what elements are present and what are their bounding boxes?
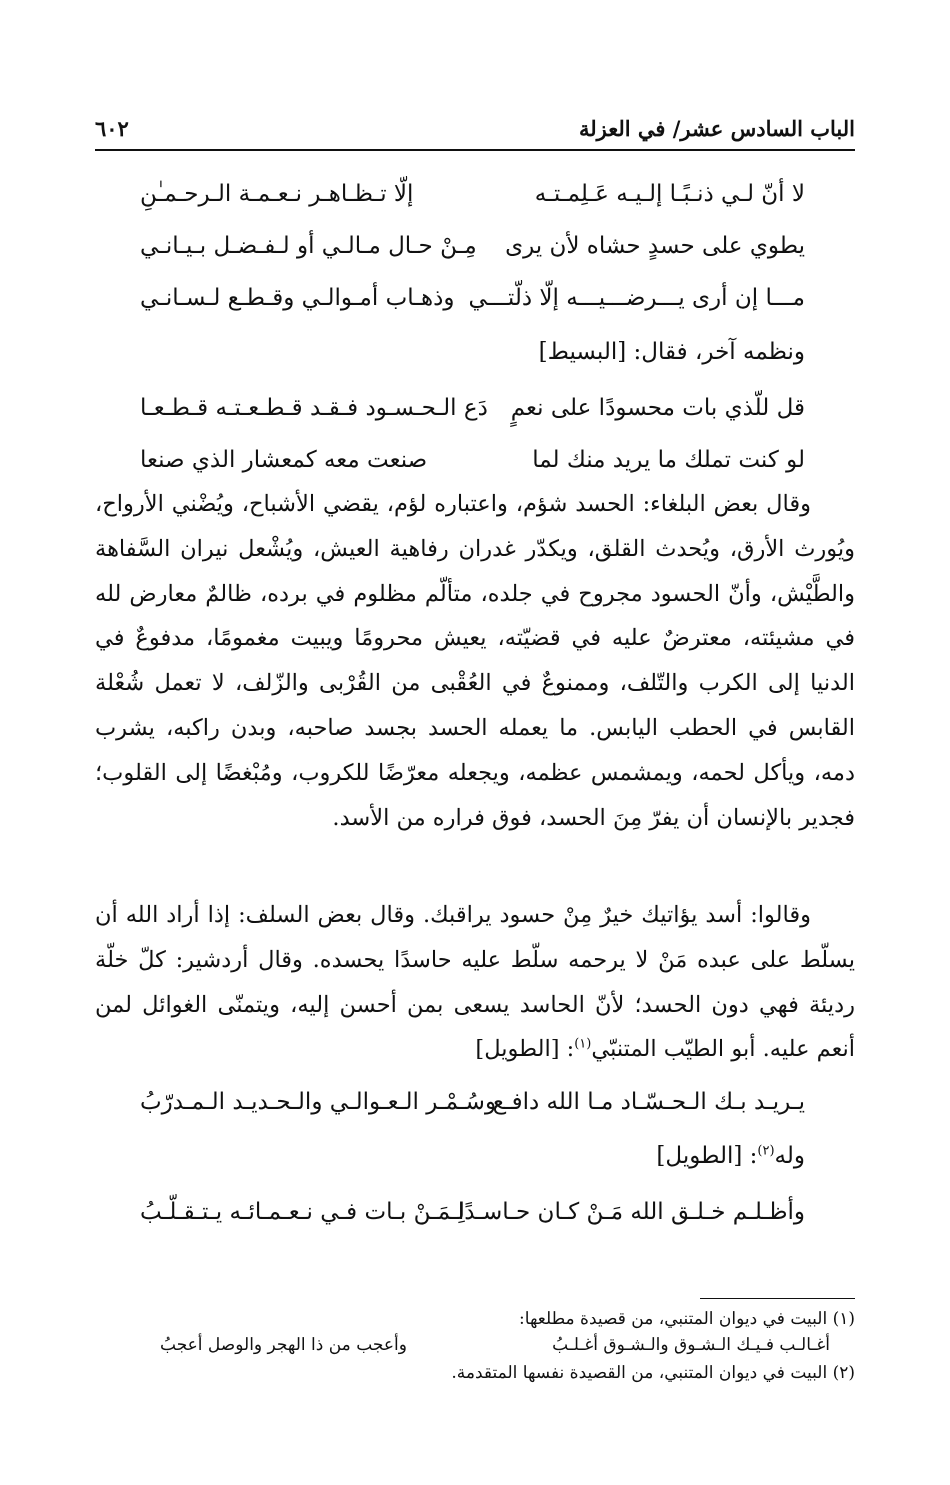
meter-label: : [الطويل]	[475, 1036, 575, 1063]
chapter-title: الباب السادس عشر/ في العزلة	[578, 116, 855, 141]
footnote-ref: (٢)	[757, 1143, 775, 1159]
verse-hemistich-second: صنعت معه كمعشار الذي صنعا	[140, 447, 428, 473]
intro-line: ونظمه آخر، فقال: [البسيط]	[538, 339, 805, 365]
verse-hemistich-second: وذهـاب أمـوالـي وقـطـع لـسـانـي	[140, 285, 455, 311]
footnote-2: (٢) البيت في ديوان المتنبي، من القصيدة نفسها المتقدمة.	[451, 1363, 855, 1383]
verse-hemistich-first: يطوي على حسدٍ حشاه لأن يرى	[505, 233, 805, 259]
body-paragraph	[95, 893, 855, 1072]
verse-line	[140, 1080, 805, 1124]
verse-line	[140, 224, 805, 268]
verse-hemistich-first: قل للّذي بات محسودًا على نعمٍ	[510, 395, 805, 421]
verse-line	[140, 172, 805, 216]
verse-hemistich-second: وأعجب من ذا الهجر والوصل أعجبُ	[160, 1335, 407, 1355]
verse-line	[140, 276, 805, 320]
verse-hemistich-second: إلّا تـظـاهـر نـعـمـة الـرحـمـٰنِ	[140, 181, 414, 207]
verse-hemistich-first: وأظـلـم خـلـق الله مَـنْ كـان حـاسـدًا	[457, 1199, 805, 1225]
verse-line	[140, 1190, 805, 1234]
header-divider	[95, 149, 855, 151]
footnote-divider	[700, 1298, 855, 1299]
body-paragraph: وقال بعض البلغاء: الحسد شؤم، واعتباره لؤم، يقضي الأشباح، ويُضْني الأرواح، ويُورث الأرق، ويُحدث القلق، ويكدّر غدران رفاهية العيش، ويُشْعل نيران السَّفاهة والطَّيْش، وأنّ الحسود مجروح في جلده، متألّم مظلوم في برده، ظالمٌ معارض لله في مشيئته، معترضٌ عليه في قضيّته، يعيش محرومًا ويبيت مغمومًا، مدفوعٌ في الدنيا إلى الكرب والتّلف، وممنوعٌ في العُقْبى من القُرْبى والزّلف، لا تعمل شُعْلة القابس في الحطب اليابس. ما يعمله الحسد بجسد صاحبه، وبدن راكبه، يشرب دمه، ويأكل لحمه، ويمشمس عظمه، ويجعله معرّضًا للكروب، ومُبْغضًا إلى القلوب؛ فجدير بالإنسان أن يفرّ مِنَ الحسد، فوق فراره من الأسد.	[95, 491, 855, 831]
verse-hemistich-second: دَع الـحـسـود فـقـد قـطـعـتـه قـطـعـا	[140, 395, 488, 421]
verse-hemistich-first: يـريـد بـك الـحـسّـاد مـا الله دافـع	[492, 1089, 805, 1115]
paragraph-text: وقالوا: أسد يؤاتيك خيرٌ مِنْ حسود يراقبك. وقال بعض السلف: إذا أراد الله أن يسلّط على عبده مَنْ لا يرحمه سلّط عليه حاسدًا يحسده. وقال أردشير: كلّ خلّة رديئة فهي دون الحسد؛ لأنّ الحاسد يسعى بمن أحسن إليه، ويتمنّى الغوائل لمن أنعم عليه. أبو الطيّب المتنبّي	[95, 902, 855, 1063]
verse-line	[140, 438, 805, 482]
intro-line	[145, 1134, 805, 1178]
verse-hemistich-first: لا أنّ لـي ذنـبًـا إلـيـه عَـلِمـتـه	[534, 181, 805, 207]
footnote-1: (١) البيت في ديوان المتنبي، من قصيدة مطلعها:	[519, 1309, 855, 1329]
verse-hemistich-second: مِـنْ حـال مـالـي أو لـفـضـل بـيـانـي	[140, 233, 477, 259]
verse-line	[140, 386, 805, 430]
meter-label: : [الطويل]	[656, 1143, 758, 1169]
lahu-label: وله	[774, 1143, 805, 1169]
page-number: ٦٠٢	[95, 116, 129, 141]
verse-hemistich-second: وسُـمْـر الـعـوالـي والـحـديـد الـمـدرّبُ	[140, 1089, 497, 1115]
verse-hemistich-first: لو كنت تملك ما يريد منك لما	[532, 447, 805, 473]
verse-hemistich-first: أغـالـب فـيـك الـشـوق والـشـوق أغـلـبُ	[552, 1335, 830, 1355]
footnote-verse	[160, 1332, 830, 1358]
verse-hemistich-first: مـــا إن أرى يـــرضـــيـــه إلّا ذلّتـــي	[468, 285, 805, 311]
verse-hemistich-second: لِـمَـنْ بـات فـي نـعـمـائـه يـتـقـلّـبُ	[140, 1199, 465, 1225]
running-header	[95, 112, 855, 148]
footnote-ref: (١)	[574, 1036, 592, 1052]
